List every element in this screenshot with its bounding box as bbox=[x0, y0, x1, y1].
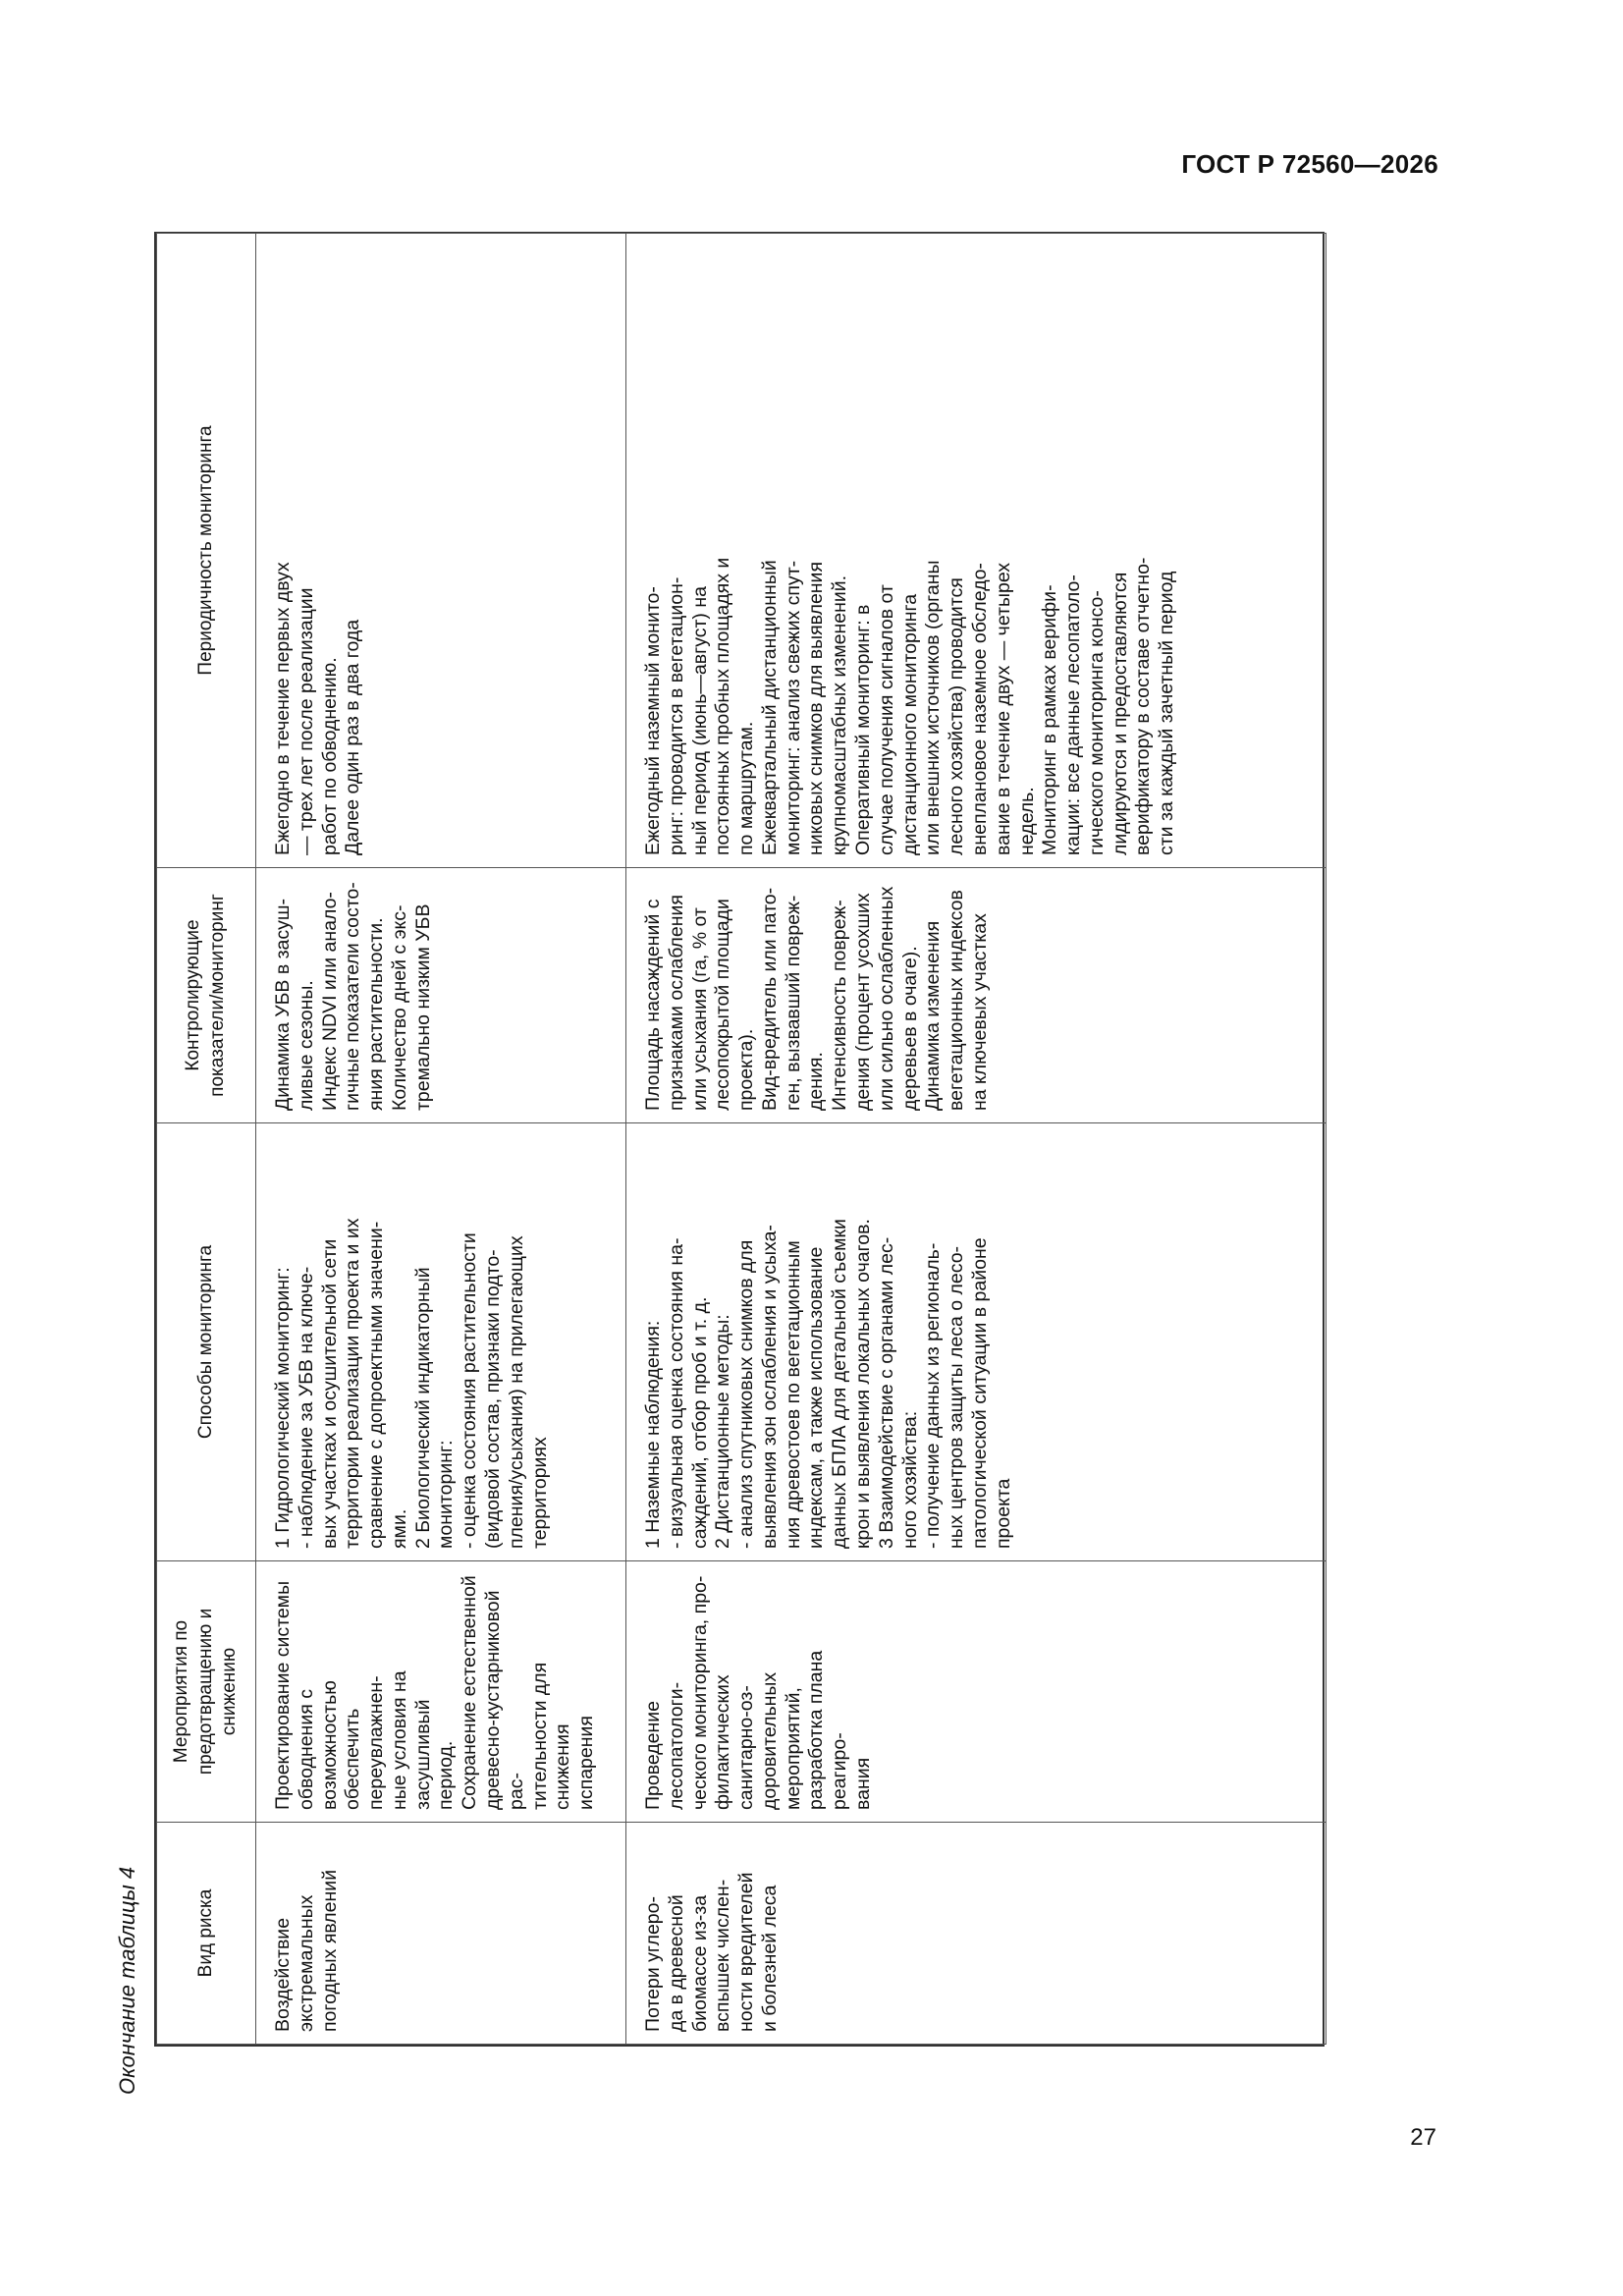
header-measures: Мероприятия по предотвращению и снижению bbox=[157, 1561, 256, 1823]
table-header-row bbox=[157, 234, 256, 2045]
cell-periodicity: Ежегодно в течение первых двух — трех лет после реализации работ по обводнению. Далее один раз в два года bbox=[256, 234, 626, 868]
cell-methods: 1 Наземные наблюдения: - визуальная оценка состояния на- саждений, отбор проб и т. д. 2 Дистанционные методы: - анализ спутниковых снимков для выявления зон ослабления и усыха- ния древостоев по вегетационным индексам, а также использование данных БПЛА для детальной съемки крон и выявления локальных очагов. 3 Взаимодействие с органами лес- ного хозяйства: - получение данных из региональ- ных центров защиты леса о лесо- патологической ситуации в районе проекта bbox=[626, 1123, 1326, 1561]
cell-risk: Потери углеро- да в древесной биомассе из-за вспышек числен- ности вредителей и болезней леса bbox=[626, 1823, 1326, 2045]
rotated-table bbox=[154, 232, 1325, 2047]
risk-table bbox=[156, 233, 1326, 2045]
cell-periodicity: Ежегодный наземный монито- ринг: проводится в вегетацион- ный период (июнь—август) на постоянных пробных площадях и по маршрутам. Ежеквартальный дистанционный мониторинг: анализ свежих спут- никовых снимков для выявления крупномасштабных изменений. Оперативный мониторинг: в случае получения сигналов от дистанционного мониторинга или внешних источников (органы лесного хозяйства) проводится внеплановое наземное обследо- вание в течение двух — четырех недель. Мониторинг в рамках верифи- кации: все данные лесопатоло- гического мониторинга консо- лидируются и предоставляются верификатору в составе отчетно- сти за каждый зачетный период bbox=[626, 234, 1326, 868]
page-number: 27 bbox=[1410, 2124, 1436, 2151]
cell-indicators: Динамика УБВ в засуш- ливые сезоны. Индекс NDVI или анало- гичные показатели состо- яния растительности. Количество дней с экс- тремально низким УБВ bbox=[256, 868, 626, 1123]
header-indicators: Контролирующие показатели/мониторинг bbox=[157, 868, 256, 1123]
table-row bbox=[256, 234, 626, 2045]
header-methods: Способы мониторинга bbox=[157, 1123, 256, 1561]
header-periodicity: Периодичность мониторинга bbox=[157, 234, 256, 868]
document-code: ГОСТ Р 72560—2026 bbox=[1181, 149, 1438, 179]
cell-risk: Воздействие экстремальных погодных явлений bbox=[256, 1823, 626, 2045]
cell-indicators: Площадь насаждений с признаками ослабления или усыхания (га, % от лесопокрытой площади проекта). Вид-вредитель или пато- ген, вызвавший повреж- дения. Интенсивность повреж- дения (процент усохших или сильно ослабленных деревьев в очаге). Динамика изменения вегетационных индексов на ключевых участках bbox=[626, 868, 1326, 1123]
cell-measures: Проведение лесопатологи- ческого мониторинга, про- филактических санитарно-оз- доровительных мероприятий, разработка плана реагиро- вания bbox=[626, 1561, 1326, 1823]
header-risk-type: Вид риска bbox=[157, 1823, 256, 2045]
cell-measures: Проектирование системы обводнения с возможностью обеспечить переувлажнен- ные условия на засушливый период. Сохранение естественной древесно-кустарниковой рас- тительности для снижения испарения bbox=[256, 1561, 626, 1823]
cell-methods: 1 Гидрологический мониторинг: - наблюдение за УБВ на ключе- вых участках и осушительной сети территории реализации проекта и их сравнение с допроектными значени- ями. 2 Биологический индикаторный мониторинг: - оценка состояния растительности (видовой состав, признаки подто- пления/усыхания) на прилегающих территориях bbox=[256, 1123, 626, 1561]
table-row bbox=[626, 234, 1326, 2045]
table-caption: Окончание таблицы 4 bbox=[115, 1866, 139, 2095]
